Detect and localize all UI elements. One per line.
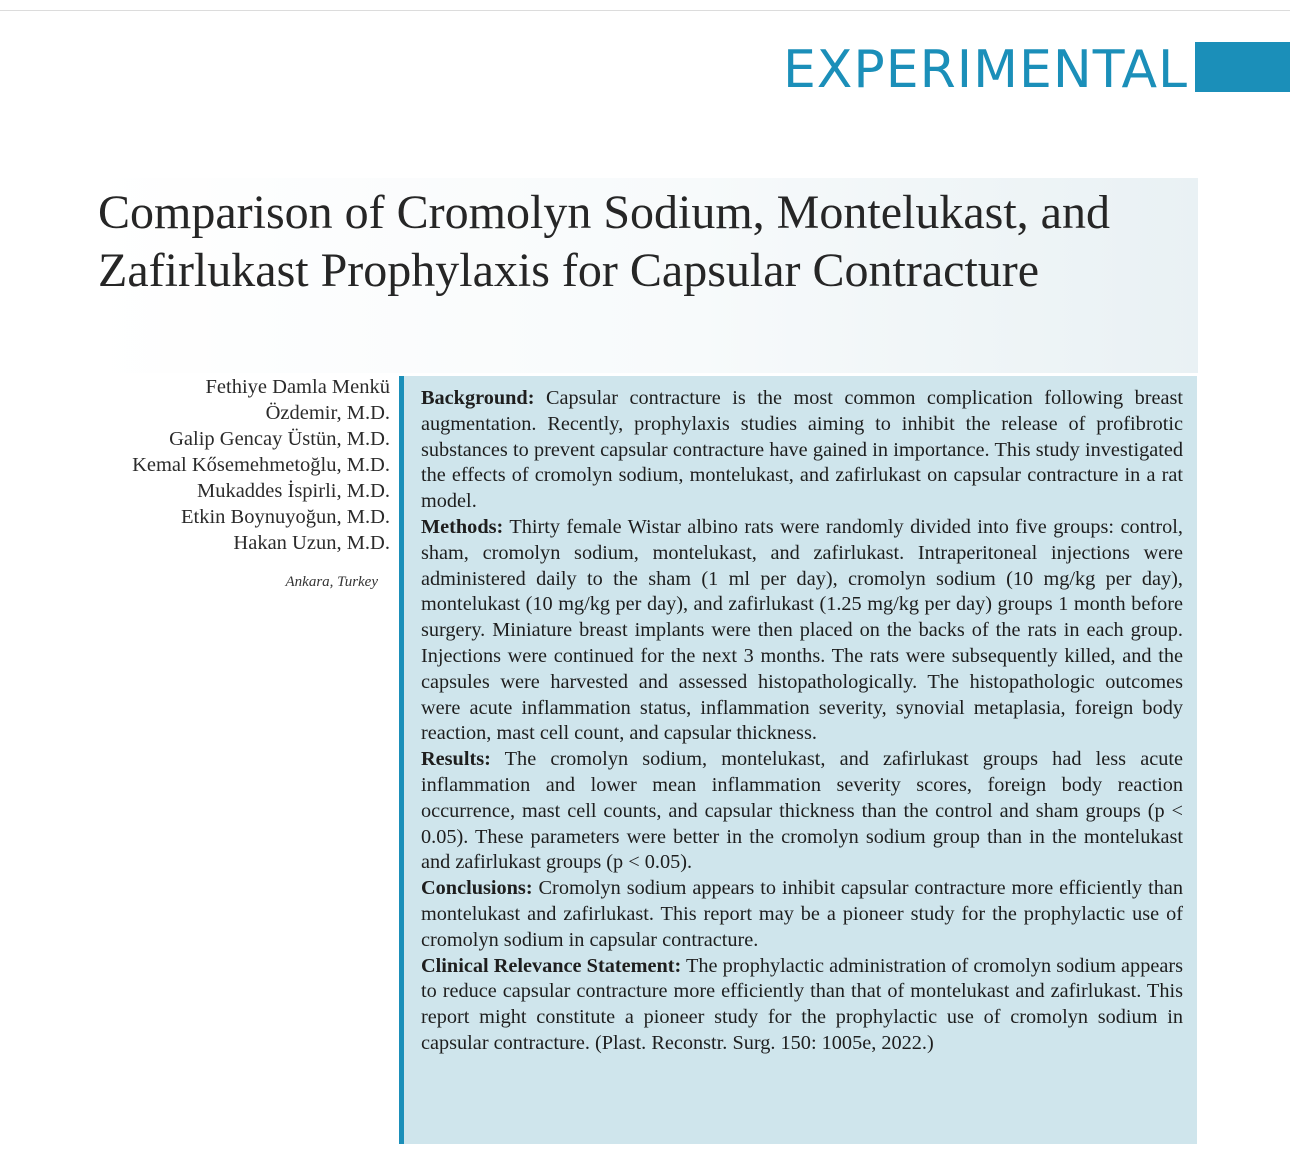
abstract-clinical-relevance [421,954,1183,1057]
abstract-conclusions-text: Cromolyn sodium appears to inhibit capsular contracture more efficiently than montelukast and zafirlukast. This report may be a pioneer study for the prophylactic use of cromolyn sodium in capsular contracture. [421,877,1183,951]
article-title: Comparison of Cromolyn Sodium, Montelukast, and Zafirlukast Prophylaxis for Capsular Contracture [98,186,1110,297]
section-accent-bar [1195,42,1290,92]
abstract-conclusions-label: Conclusions: [421,877,533,900]
abstract-results [421,747,1183,876]
section-label: EXPERIMENTAL [782,40,1188,100]
abstract-conclusions [421,876,1183,953]
abstract-clinical-relevance-label: Clinical Relevance Statement: [421,954,682,977]
author-name: Kemal Kősemehmetoğlu, M.D. [132,454,390,476]
author-name: Fethiye Damla Menkü [205,376,390,398]
abstract-clinical-relevance-text: The prophylactic administration of cromolyn sodium appears to reduce capsular contracture more efficiently than that of montelukast and zafirlukast. This report might constitute a pioneer study for the prophylactic use of cromolyn sodium in capsular contracture. (Plast. Reconstr. Surg. 150: 1005e, 2022.) [421,954,1183,1054]
abstract-background [421,386,1183,515]
abstract-methods [421,515,1183,747]
author-name: Etkin Boynuyoğun, M.D. [181,506,390,528]
abstract-results-text: The cromolyn sodium, montelukast, and zafirlukast groups had less acute inflammation and lower mean inflammation severity scores, foreign body reaction occurrence, mast cell counts, and capsular thickness than the control and sham groups (p < 0.05). These parameters were better in the cromolyn sodium group than in the montelukast and zafirlukast groups (p < 0.05). [421,748,1183,874]
abstract-methods-text: Thirty female Wistar albino rats were randomly divided into five groups: control, sham, cromolyn sodium, montelukast, and zafirlukast. Intraperitoneal injections were administered daily to the sham (1 ml per day), cromolyn sodium (10 mg/kg per day), montelukast (10 mg/kg per day), and zafirlukast (1.25 mg/kg per day) groups 1 month before surgery. Miniature breast implants were then placed on the backs of the rats in each group. Injections were continued for the next 3 months. The rats were subsequently killed, and the capsules were harvested and assessed histopathologically. The histopathologic outcomes were acute inflammation status, inflammation severity, synovial metaplasia, foreign body reaction, mast cell count, and capsular thickness. [421,515,1183,745]
abstract [421,386,1183,1057]
abstract-methods-label: Methods: [421,515,504,538]
author-name: Hakan Uzun, M.D. [233,532,390,554]
abstract-results-label: Results: [421,748,491,771]
top-divider [0,10,1290,11]
author-name: Özdemir, M.D. [265,402,390,424]
affiliation: Ankara, Turkey [285,574,378,590]
author-name: Galip Gencay Üstün, M.D. [169,428,390,450]
abstract-background-label: Background: [421,387,535,409]
abstract-background-text: Capsular contracture is the most common complication following breast augmentation. Recently, prophylaxis studies aiming to inhibit the release of profibrotic substances to prevent capsular contracture have gained in importance. This study investigated the effects of cromolyn sodium, montelukast, and zafirlukast on capsular contracture in a rat model. [421,387,1183,513]
author-name: Mukaddes İspirli, M.D. [196,480,390,502]
author-list [60,374,390,556]
